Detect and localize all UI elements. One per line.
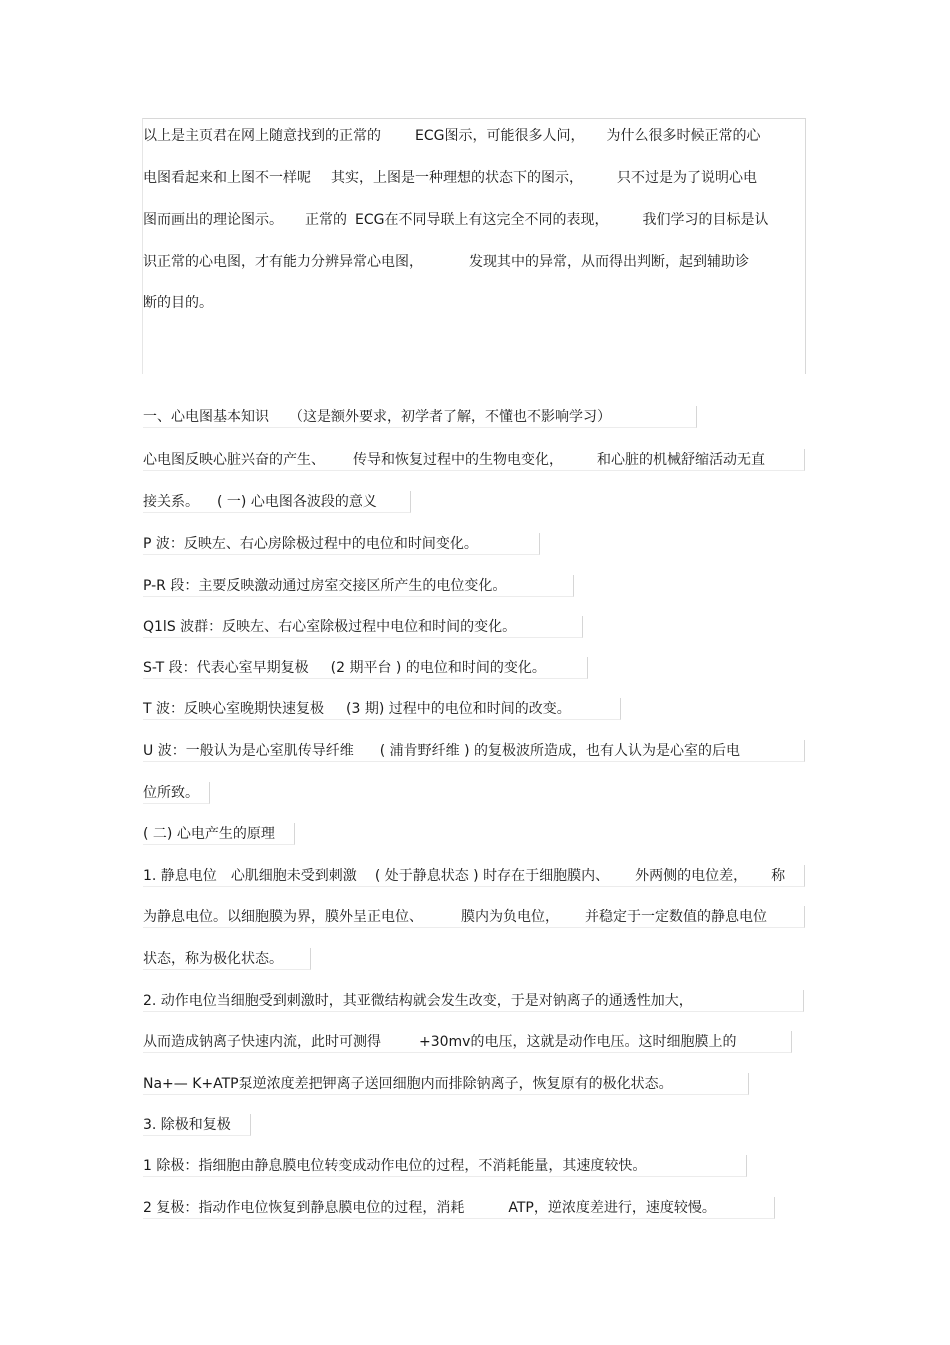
text-line bbox=[143, 698, 621, 720]
intro-paragraph-box bbox=[142, 118, 806, 374]
text-segment: 识正常的心电图，才有能力分辨异常心电图， bbox=[143, 254, 423, 270]
text-segment: 以上是主页君在网上随意找到的正常的 bbox=[143, 128, 381, 144]
text-line bbox=[143, 740, 805, 762]
text-segment: ( 一) 心电图各波段的意义 bbox=[217, 494, 377, 510]
text-segment: 一、心电图基本知识 bbox=[143, 409, 269, 425]
text-segment: 称 bbox=[771, 868, 786, 884]
text-segment: U 波：一般认为是心室肌传导纤维 bbox=[143, 743, 354, 759]
text-segment: 1. 静息电位 bbox=[143, 868, 217, 884]
text-segment: 外两侧的电位差， bbox=[635, 868, 748, 884]
text-segment: ECG图示，可能很多人问， bbox=[415, 128, 585, 144]
text-line bbox=[143, 491, 411, 513]
text-line bbox=[143, 948, 311, 970]
text-segment: P-R 段：主要反映激动通过房室交接区所产生的电位变化。 bbox=[143, 578, 507, 594]
text-segment: 发现其中的异常，从而得出判断，起到辅助诊 bbox=[469, 254, 749, 270]
text-segment: 图而画出的理论图示。 bbox=[143, 212, 283, 228]
text-segment: 其实，上图是一种理想的状态下的图示， bbox=[331, 170, 583, 186]
text-line bbox=[143, 865, 805, 887]
text-segment: 2. 动作电位当细胞受到刺激时，其亚微结构就会发生改变，于是对钠离子的通透性加大， bbox=[143, 993, 693, 1009]
text-line bbox=[143, 990, 804, 1012]
intro-line bbox=[143, 167, 757, 189]
text-segment: (2 期平台 ) 的电位和时间的变化。 bbox=[330, 660, 546, 676]
text-segment: ECG在不同导联上有这完全不同的表现， bbox=[355, 212, 609, 228]
text-segment: P 波：反映左、右心房除极过程中的电位和时间变化。 bbox=[143, 536, 478, 552]
text-segment: Q1lS 波群：反映左、右心室除极过程中电位和时间的变化。 bbox=[143, 619, 517, 635]
text-segment: 3. 除极和复极 bbox=[143, 1117, 231, 1133]
text-line bbox=[143, 657, 588, 679]
text-segment: 断的目的。 bbox=[143, 295, 213, 311]
text-segment: 我们学习的目标是认 bbox=[642, 212, 769, 228]
text-segment: (3 期) 过程中的电位和时间的改变。 bbox=[346, 701, 571, 717]
text-segment: 膜内为负电位， bbox=[461, 909, 559, 925]
text-segment: 2 复极：指动作电位恢复到静息膜电位的过程，消耗 bbox=[143, 1200, 465, 1216]
intro-line bbox=[143, 251, 749, 273]
text-segment: 1 除极：指细胞由静息膜电位转变成动作电位的过程，不消耗能量，其速度较快。 bbox=[143, 1158, 647, 1174]
text-segment: T 波：反映心室晚期快速复极 bbox=[143, 701, 325, 717]
text-segment: Na+— K+ATP泵逆浓度差把钾离子送回细胞内而排除钠离子，恢复原有的极化状态。 bbox=[143, 1076, 673, 1092]
text-segment: 并稳定于一定数值的静息电位 bbox=[585, 909, 767, 925]
text-segment: 心电图反映心脏兴奋的产生、 bbox=[143, 452, 325, 468]
text-line bbox=[143, 616, 583, 638]
text-segment: 接关系。 bbox=[143, 494, 199, 510]
text-segment: 状态，称为极化状态。 bbox=[143, 951, 283, 967]
text-segment: 电图看起来和上图不一样呢 bbox=[143, 170, 311, 186]
text-segment: 只不过是为了说明心电 bbox=[617, 170, 757, 186]
text-segment: 为静息电位。以细胞膜为界，膜外呈正电位、 bbox=[143, 909, 423, 925]
intro-line bbox=[143, 209, 768, 231]
text-line bbox=[143, 1114, 251, 1136]
text-segment: S-T 段：代表心室早期复极 bbox=[143, 660, 309, 676]
intro-line bbox=[143, 292, 213, 314]
text-segment: ATP，逆浓度差进行，速度较慢。 bbox=[508, 1200, 716, 1216]
text-segment: 为什么很多时候正常的心 bbox=[606, 128, 761, 144]
text-segment: 传导和恢复过程中的生物电变化， bbox=[353, 452, 563, 468]
text-segment: （这是额外要求，初学者了解，不懂也不影响学习） bbox=[289, 409, 611, 425]
text-line bbox=[143, 1155, 747, 1177]
text-segment: 和心脏的机械舒缩活动无直 bbox=[597, 452, 765, 468]
text-line bbox=[143, 406, 697, 428]
text-line bbox=[143, 575, 574, 597]
text-segment: ( 处于静息状态 ) 时存在于细胞膜内、 bbox=[374, 868, 610, 884]
text-line bbox=[143, 906, 805, 928]
text-line bbox=[143, 449, 805, 471]
intro-line bbox=[143, 125, 760, 147]
text-line bbox=[143, 1197, 775, 1219]
text-segment: 正常的 bbox=[305, 212, 347, 228]
text-segment: ( 二) 心电产生的原理 bbox=[143, 826, 275, 842]
text-line bbox=[143, 782, 210, 804]
text-line bbox=[143, 1073, 749, 1095]
text-segment: +30mv的电压，这就是动作电压。这时细胞膜上的 bbox=[419, 1034, 737, 1050]
text-segment: ( 浦肯野纤维 ) 的复极波所造成，也有人认为是心室的后电 bbox=[379, 743, 740, 759]
text-line bbox=[143, 823, 295, 845]
text-segment: 心肌细胞未受到刺激 bbox=[230, 868, 357, 884]
text-segment: 位所致。 bbox=[143, 785, 199, 801]
text-line bbox=[143, 533, 540, 555]
text-line bbox=[143, 1031, 792, 1053]
text-segment: 从而造成钠离子快速内流，此时可测得 bbox=[143, 1034, 381, 1050]
